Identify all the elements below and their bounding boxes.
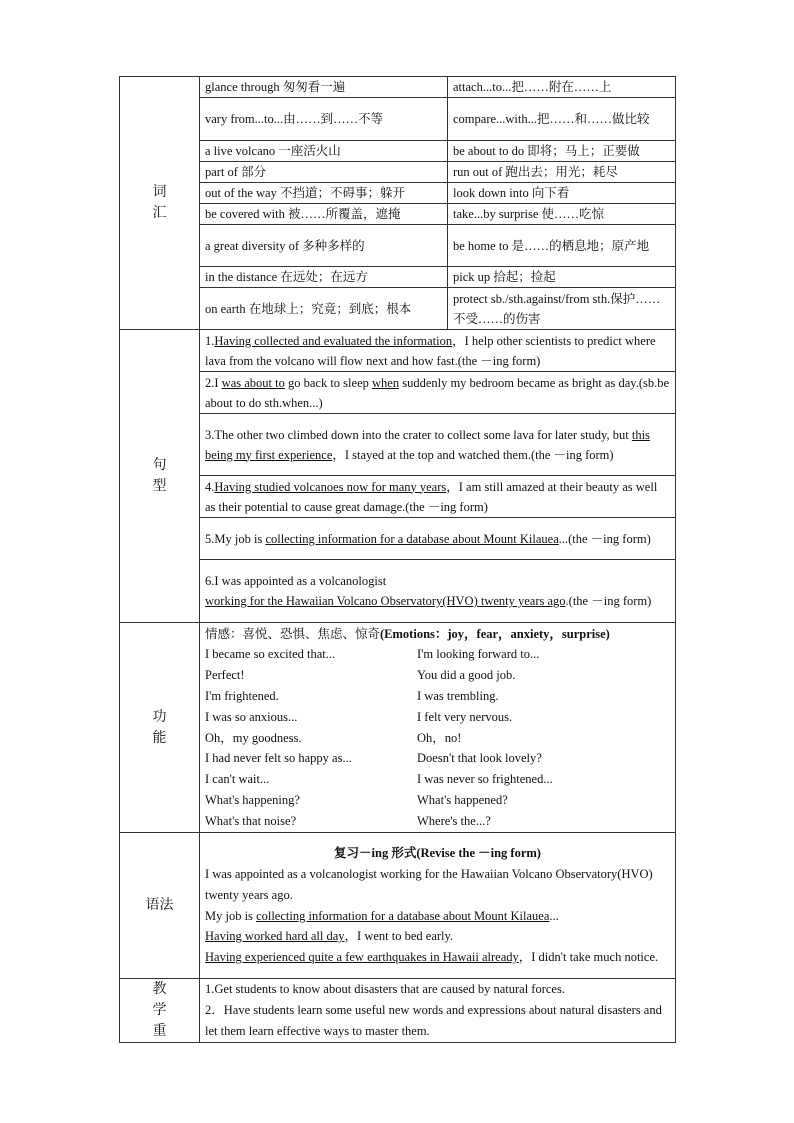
function-row <box>205 811 670 832</box>
teaching-cat-char: 重 <box>152 1024 167 1039</box>
sentence-text: 6.I was appointed as a volcanologist <box>205 574 387 588</box>
sentence-underlined: working for the Hawaiian Volcano Observatory(HVO) twenty years ago <box>205 594 566 608</box>
vocab-cell: be home to 是……的栖息地；原产地 <box>448 225 676 267</box>
grammar-text: ，I went to bed early. <box>344 929 454 944</box>
teaching-cat-char: 学 <box>152 1003 167 1018</box>
function-phrase: I was never so frightened... <box>417 772 553 787</box>
function-cell <box>200 623 676 833</box>
function-cat-char: 能 <box>152 730 167 746</box>
vocab-cell: part of 部分 <box>200 162 448 183</box>
function-phrase: What's happened? <box>417 792 508 807</box>
vocab-cell: a great diversity of 多种多样的 <box>200 225 448 267</box>
sentence-text: .(the －ing form) <box>565 594 652 608</box>
grammar-text: My job is <box>205 908 257 923</box>
function-phrase: Doesn't that look lovely? <box>417 751 542 766</box>
vocab-cell: attach...to...把……附在……上 <box>448 77 676 98</box>
sentence-underlined: collecting information for a database about Mount Kilauea <box>265 531 559 546</box>
sentence-item <box>200 560 676 623</box>
function-row <box>205 665 670 686</box>
grammar-underlined: Having worked hard all day <box>205 929 345 944</box>
sentence-item <box>200 330 676 372</box>
vocab-cell: protect sb./sth.against/from sth.保护……不受……的伤害 <box>448 288 676 330</box>
vocab-cell: compare...with...把……和……做比较 <box>448 98 676 141</box>
grammar-example <box>205 906 670 927</box>
function-phrase: I became so excited that... <box>205 647 336 662</box>
function-phrase: I'm frightened. <box>205 688 279 703</box>
vocab-cat-char: 汇 <box>152 206 167 221</box>
sentence-item <box>200 414 676 476</box>
function-heading-cn: 情感：喜悦、恐惧、焦虑、惊奇 <box>205 626 381 641</box>
sentence-text: 3.The other two climbed down into the crater to collect some lava for later study, but <box>205 427 632 442</box>
sentence-text: 5.My job is <box>205 531 266 546</box>
function-phrase: I can't wait... <box>205 772 270 787</box>
teaching-cell <box>200 979 676 1043</box>
sentence-item <box>200 372 676 414</box>
function-category <box>120 623 200 833</box>
function-cat-char: 功 <box>152 709 167 725</box>
sentence-text: suddenly my bedroom became as bright as day.(sb.be about to do sth.when...) <box>205 375 670 410</box>
grammar-example: I was appointed as a volcanologist working for the Hawaiian Volcano Observatory(HVO) twenty years ago. <box>205 866 653 902</box>
function-row <box>205 748 670 769</box>
sentence-text: ...(the －ing form) <box>558 531 651 546</box>
vocab-cell: on earth 在地球上；究竟；到底；根本 <box>200 288 448 330</box>
function-row <box>205 769 670 790</box>
sentence-underlined: when <box>372 375 400 390</box>
sentence-text: ，I am still amazed at their beauty as well as their potential to cause great damage.(the －ing form) <box>205 479 658 514</box>
function-phrase: Where's the...? <box>417 813 491 828</box>
sentence-text: 1. <box>205 333 215 348</box>
teaching-category <box>120 979 200 1043</box>
sentence-cat-char: 句 <box>152 458 167 473</box>
function-phrase: I was trembling. <box>417 688 499 703</box>
grammar-text: ... <box>549 908 559 923</box>
function-phrase: Oh，my goodness. <box>205 730 302 745</box>
sentence-text: ，I stayed at the top and watched them.(the －ing form) <box>332 447 614 462</box>
function-row <box>205 790 670 811</box>
function-row <box>205 728 670 749</box>
vocab-category <box>120 77 200 330</box>
grammar-underlined: collecting information for a database about Mount Kilauea <box>256 908 550 923</box>
sentence-underlined: was about to <box>221 375 285 390</box>
sentence-text: ，I help other scientists to predict where lava from the volcano will flow next and how fast.(the －ing form) <box>205 333 656 368</box>
function-phrase: You did a good job. <box>417 668 516 683</box>
vocab-cell: run out of 跑出去；用光；耗尽 <box>448 162 676 183</box>
teaching-cat-char: 教 <box>152 982 167 997</box>
vocab-cell: glance through 匆匆看一遍 <box>200 77 448 98</box>
sentence-underlined: Having collected and evaluated the information <box>214 333 453 348</box>
vocab-cell: in the distance 在远处；在远方 <box>200 267 448 288</box>
sentence-text: 4. <box>205 479 215 494</box>
vocab-cell: a live volcano 一座活火山 <box>200 141 448 162</box>
sentence-text: go back to sleep <box>284 375 372 390</box>
vocab-cell: take...by surprise 使……吃惊 <box>448 204 676 225</box>
grammar-example <box>205 926 670 947</box>
grammar-heading: 复习－ing 形式(Revise the －ing form) <box>334 846 541 861</box>
grammar-underlined: Having experienced quite a few earthquakes in Hawaii already <box>205 950 519 965</box>
sentence-underlined: this being my first experience <box>205 427 650 462</box>
sentence-category <box>120 330 200 623</box>
grammar-text: ，I didn't take much notice. <box>518 950 659 965</box>
grammar-category: 语法 <box>120 833 200 979</box>
sentence-item <box>200 518 676 560</box>
vocab-cat-char: 词 <box>152 185 167 200</box>
function-phrase: I felt very nervous. <box>417 709 513 724</box>
teaching-goal: 1.Get students to know about disasters that are caused by natural forces. <box>205 982 565 997</box>
vocab-cell: out of the way 不挡道；不碍事；躲开 <box>200 183 448 204</box>
vocab-cell: be about to do 即将；马上；正要做 <box>448 141 676 162</box>
function-phrase: What's that noise? <box>205 813 297 828</box>
function-row <box>205 644 670 665</box>
sentence-item <box>200 476 676 518</box>
sentence-text: 2.I <box>205 375 222 390</box>
grammar-example <box>205 947 670 968</box>
function-phrase: Oh，no! <box>417 730 462 745</box>
lesson-table <box>119 76 676 1043</box>
vocab-cell: be covered with 被……所覆盖，遮掩 <box>200 204 448 225</box>
teaching-goal: 2．Have students learn some useful new words and expressions about natural disasters and let them learn effective ways to master them. <box>205 1003 662 1038</box>
function-row <box>205 707 670 728</box>
grammar-cell <box>200 833 676 979</box>
function-phrase: I was so anxious... <box>205 709 298 724</box>
sentence-underlined: Having studied volcanoes now for many years <box>214 479 447 494</box>
sentence-cat-char: 型 <box>152 479 167 494</box>
vocab-cell: look down into 向下看 <box>448 183 676 204</box>
vocab-cell: pick up 拾起；捡起 <box>448 267 676 288</box>
function-phrase: Perfect! <box>205 668 245 683</box>
function-phrase: What's happening? <box>205 792 300 807</box>
function-phrase: I'm looking forward to... <box>417 647 540 662</box>
vocab-cell: vary from...to...由……到……不等 <box>200 98 448 141</box>
function-heading <box>205 624 670 645</box>
function-row <box>205 686 670 707</box>
function-heading-en: (Emotions：joy，fear，anxiety，surprise) <box>380 626 610 641</box>
function-phrase: I had never felt so happy as... <box>205 751 352 766</box>
